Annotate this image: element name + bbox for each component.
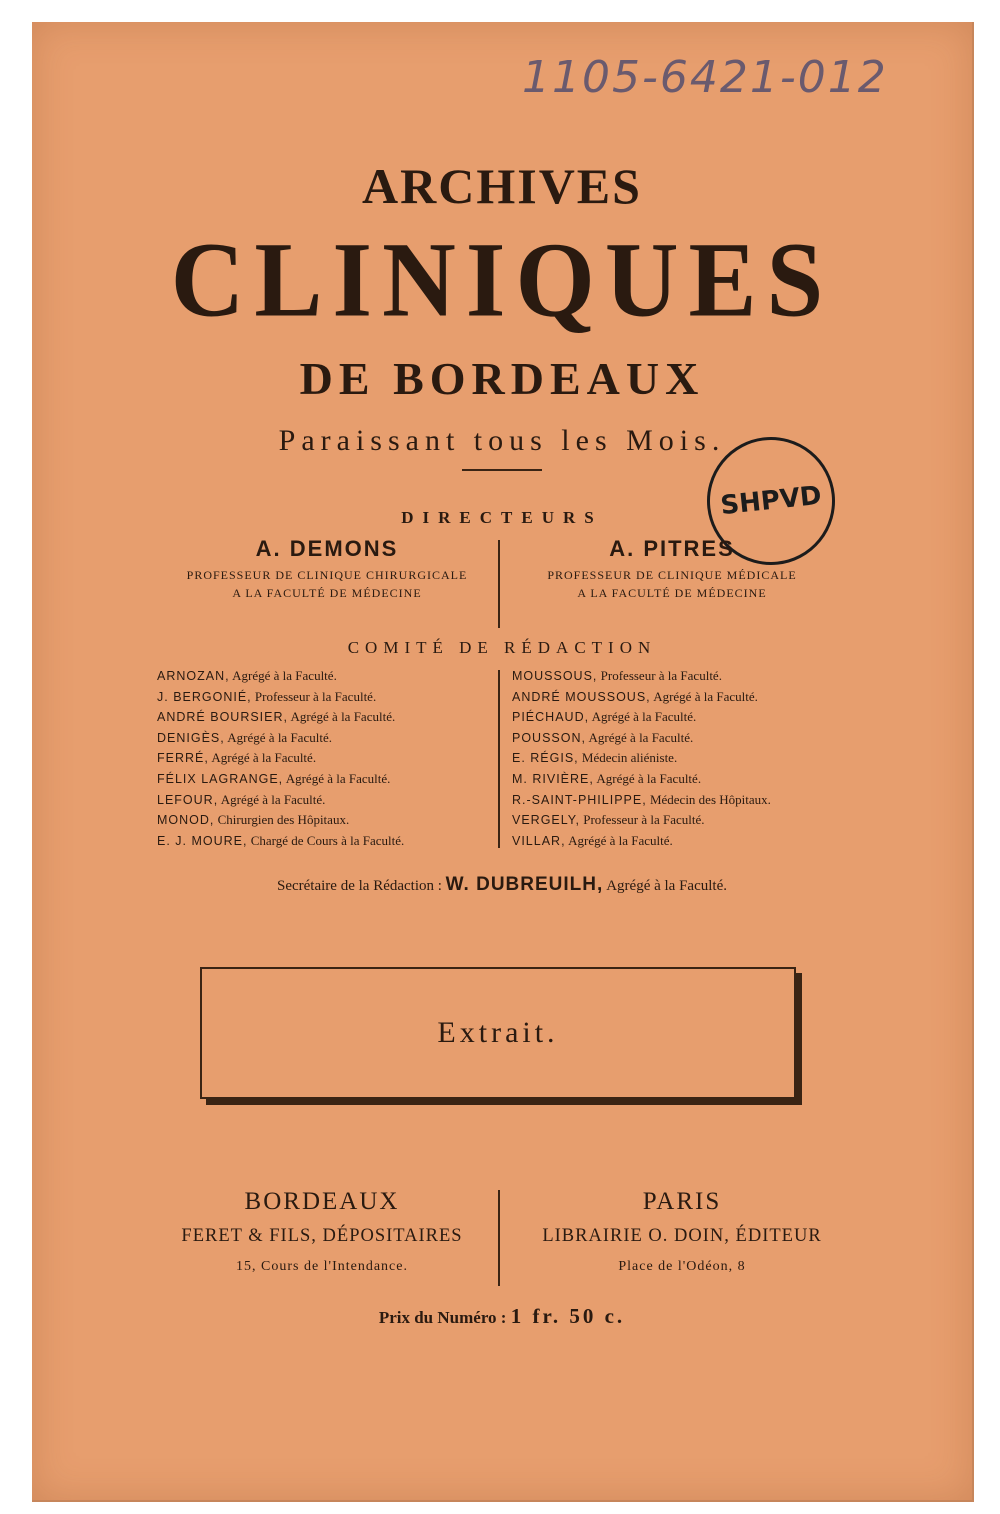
list-item: PIÉCHAUD, Agrégé à la Faculté. [512,709,697,725]
publisher-bordeaux [142,1188,502,1275]
title-cliniques: CLINIQUES [170,221,834,340]
list-item: VERGELY, Professeur à la Faculté. [512,812,705,828]
publisher-right-city: PARIS [642,1188,722,1215]
publisher-left-firm: FERET & FILS, DÉPOSITAIRES [181,1226,463,1246]
secretaire-prefix: Secrétaire de la Rédaction : [277,878,442,894]
journal-cover [32,22,974,1502]
director-left [162,536,492,602]
divider-rule [462,469,542,471]
publisher-left-city: BORDEAUX [244,1188,400,1215]
price-label: Prix du Numéro : [378,1308,507,1327]
list-item: MONOD, Chirurgien des Hôpitaux. [157,812,350,828]
price-value: 1 fr. 50 c. [510,1304,626,1328]
director-divider [498,540,500,628]
list-item: MOUSSOUS, Professeur à la Faculté. [512,668,722,683]
tagline: Paraissant tous les Mois. [278,424,726,457]
publisher-divider [498,1190,500,1286]
director-left-name: A. DEMONS [255,536,399,561]
directeurs-heading: DIRECTEURS [401,508,603,527]
director-right-line2: A LA FACULTÉ DE MÉDECINE [577,586,767,600]
comite-heading: COMITÉ DE RÉDACTION [347,638,657,657]
list-item: ANDRÉ MOUSSOUS, Agrégé à la Faculté. [512,688,758,704]
publisher-paris [502,1188,862,1275]
director-right-name: A. PITRES [609,536,735,561]
director-left-line2: A LA FACULTÉ DE MÉDECINE [232,586,422,600]
list-item: POUSSON, Agrégé à la Faculté. [512,729,694,745]
director-left-title [162,566,492,602]
publisher-right-address: Place de l'Odéon, 8 [618,1259,746,1274]
extrait-box [200,967,796,1099]
comite-list-left [157,666,404,851]
list-item: FÉLIX LAGRANGE, Agrégé à la Faculté. [157,770,391,786]
stamp-text: SHPVD [719,480,823,522]
list-item: ARNOZAN, Agrégé à la Faculté. [157,668,337,683]
list-item: FERRÉ, Agrégé à la Faculté. [157,750,317,766]
comite-list-right [512,666,771,851]
publisher-right-firm: LIBRAIRIE O. DOIN, ÉDITEUR [542,1226,822,1246]
director-right-title [502,566,842,602]
list-item: LEFOUR, Agrégé à la Faculté. [157,791,326,807]
list-item: DENIGÈS, Agrégé à la Faculté. [157,729,332,745]
list-item: M. RIVIÈRE, Agrégé à la Faculté. [512,770,702,786]
list-item: J. BERGONIÉ, Professeur à la Faculté. [157,688,377,704]
list-item: ANDRÉ BOURSIER, Agrégé à la Faculté. [157,709,396,725]
secretaire-line [32,874,972,896]
secretaire-suffix: Agrégé à la Faculté. [606,878,727,894]
list-item: E. J. MOURE, Chargé de Cours à la Faculté. [157,832,405,848]
director-right [502,536,842,602]
title-archives: ARCHIVES [362,158,642,214]
list-item: E. RÉGIS, Médecin aliéniste. [512,750,678,766]
price-line [32,1304,972,1329]
extrait-label: Extrait. [437,1016,559,1049]
title-de-bordeaux: DE BORDEAUX [299,353,705,404]
publisher-left-address: 15, Cours de l'Intendance. [236,1259,408,1274]
list-item: R.-SAINT-PHILIPPE, Médecin des Hôpitaux. [512,791,771,807]
secretaire-name: W. DUBREUILH, [445,874,604,895]
comite-divider [498,670,500,848]
handwritten-annotation: 1105-6421-012 [522,52,888,103]
list-item: VILLAR, Agrégé à la Faculté. [512,832,673,848]
director-left-line1: PROFESSEUR DE CLINIQUE CHIRURGICALE [186,568,468,582]
director-right-line1: PROFESSEUR DE CLINIQUE MÉDICALE [547,568,797,582]
